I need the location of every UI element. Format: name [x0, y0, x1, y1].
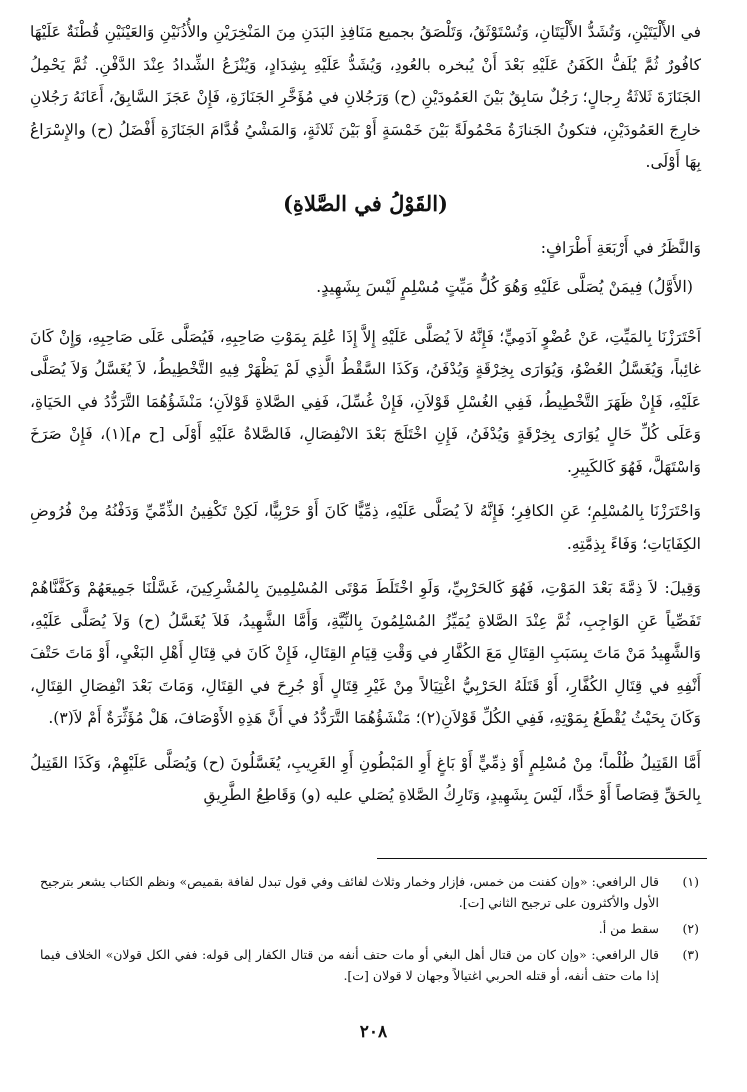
- subsection-first: (الأَوَّلُ) فِيمَنْ يُصَلَّى عَلَيْهِ وَهُوَ كُلُّ مَيِّتٍ مُسْلِمٍ لَيْسَ بِشَهِيدٍ.: [316, 276, 693, 296]
- footnote-text: قال الرافعي: «وإن كفنت من خمس، فإزار وخمار وثلاث لفائف وفي قول تبدل لفافة بقميص» ونظم الكتاب يشعر بترجيح الأول والأكثرون على ترجيح الثاني [ت].: [40, 874, 659, 910]
- paragraph-funeral-rites: في الأَلْيَتَيْنِ، وَتُشَدُّ الأَلْيَتَانِ، وَتُسْتَوْثَقُ، وَتَلْصَقُ بجميع مَنَافِذِ البَدَنِ مِنَ المَنْخِرَيْنِ والأُذُنَيْنِ وَالعَيْنَيْنِ قُطْنَةٌ عَلَيْهَا كافُورٌ ثُمَّ يُلَفُّ الكَفَنُ عَلَيْهِ بَعْدَ أَنْ يُبخره بالعُودِ، وَيُشَدُّ عَلَيْهِ بِشِدَادٍ، وَيُنْزَعُ الشِّدادُ عِنْدَ الدَّفْنِ. ثُمَّ يَحْمِلُ الجَنَازَةَ ثَلاثَةُ رِجالٍ؛ رَجُلٌ سَابِقٌ بَيْنَ العَمُودَيْنِ (ح) وَرَجُلانِ في مُؤَخَّرِ الجَنَازَةِ، فَإِنْ عَجَزَ السَّابِقُ، أَعَانَهُ رَجُلانِ خارِجَ العَمُودَيْنِ، فتكونُ الجَنازَةُ مَحْمُولَةً بَيْنَ خَمْسَةٍ أَوْ بَيْنَ ثَلاثَةٍ، وَالمَشْيُ قُدَّامَ الجَنَازَةِ أَفْضَلُ (ح) والإِسْرَاعُ بِهَا أَوْلَى.: [30, 23, 701, 171]
- footnote-item: [40, 871, 707, 913]
- section-heading: (القَوْلُ في الصَّلاةِ): [283, 190, 448, 216]
- paragraph-body-part: اَحْتَرَزْنَا بِالمَيِّتِ، عَنْ عُضْوٍ آدَمِيٍّ؛ فَإِنَّهُ لاَ يُصَلَّى عَلَيْهِ إِلاَّ إِذَا عُلِمَ بِمَوْتِ صَاحِبِهِ، فَيُصَلَّى عَلَى صَاحِبِهِ، وَإِنْ كَانَ غائِباً، وَيُغَسَّلُ العُضْوُ، وَيُوَارَى بِخِرْقَةٍ وَيُدْفَنُ، وَكَذَا السَّقْطُ الَّذِي لَمْ يَظْهَرْ فِيهِ التَّخْطِيطُ، لاَ يُغَسَّلُ وَلاَ يُصَلَّى عَلَيْهِ، فَإِنْ ظَهَرَ التَّخْطِيطُ، فَفِي الغُسْلِ قَوْلاَنِ، فَإِنْ غُسِّلَ، فَفِي الصَّلاةِ قَوْلاَنِ؛ مَنْشَؤُهُمَا التَّرَدُّدُ في الحَيَاةِ، وَعَلَى كُلِّ حَالٍ يُوَارَى بِخِرْقَةٍ وَيُدْفَنُ، فَإِنِ اخْتَلَجَ بَعْدَ الانْفِصَالِ، فَالصَّلاةُ عَلَيْهِ أَوْلَى [ح م](١)، فَإِنْ صَرَخَ وَاسْتَهَلَّ، فَهُوَ كَالكَبِيرِ.: [30, 327, 701, 476]
- page-number: ٢٠٨: [359, 1022, 388, 1042]
- paragraph-non-muslim: وَاحْتَرَزْنَا بِالمُسْلِمِ؛ عَنِ الكافِرِ؛ فَإِنَّهُ لاَ يُصَلَّى عَلَيْهِ، ذِمِّيًّا كَانَ أَوْ حَرْبِيًّا، لَكِنْ تَكْفِينُ الذِّمِّيِّ وَدَفْنُهُ مِنْ فُرُوضِ الكِفَايَاتِ؛ وَفَاءً بِذِمَّتِهِ.: [30, 502, 701, 553]
- paragraph-killed-unjustly: أَمَّا القَتِيلُ ظُلْماً؛ مِنْ مُسْلِمٍ أَوْ ذِمِّيٍّ أَوْ بَاغٍ أَوِ المَبْطُونِ أَوِ الغَرِيبِ، يُغَسَّلُونَ (ح) وَيُصَلَّى عَلَيْهِمْ، وَكَذَا القَتِيلُ بِالحَقِّ قِصَاصاً أَوْ حَدًّا، لَيْسَ بِشَهِيدٍ، وَتَارِكُ الصَّلاةِ يُصَلي عليه (و) وَقَاطِعُ الطَّرِيقِ: [30, 753, 701, 804]
- footnote-text: قال الرافعي: «وإن كان من قتال أهل البغي أو مات حتف أنفه من قتال الكفار إلى قوله: ففي الكل قولان» الخلاف فيما إذا مات حتف أنفه، أو قتله الحربي اغتيالاً وجهان لا قولان [ت].: [40, 947, 659, 983]
- footnote-number: (٢): [682, 921, 699, 936]
- paragraph-martyr: وَقِيلَ: لاَ ذِمَّةَ بَعْدَ المَوْتِ، فَهُوَ كَالحَرْبِيِّ، وَلَوِ اخْتَلَطَ مَوْتَى المُسْلِمِينَ بِالمُشْرِكِينَ، غَسَّلْنَا جَمِيعَهُمْ وَكَفَّنَّاهُمْ تَفَصِّياً عَنِ الوَاجِبِ، ثُمَّ عِنْدَ الصَّلاةِ يُمَيِّزُ المُسْلِمُونَ بِالنِّيَّةِ، وَأَمَّا الشَّهِيدُ، فَلاَ يُغَسَّلُ (ح) وَلاَ يُصَلَّى عَلَيْهِ، وَالشَّهِيدُ مَنْ مَاتَ بِسَبَبِ القِتَالِ مَعَ الكُفَّارِ في وَقْتِ قِيَامِ القِتَالِ، فَإِنْ كَانَ في قِتَالِ أَهْلِ البَغْيِ، أَوْ مَاتَ حَتْفَ أَنْفِهِ في قِتَالِ الكُفَّارِ، أَوْ قَتَلَهُ الحَرْبِيُّ اغْتِيَالاً مِنْ غَيْرِ قِتَالٍ أَوْ جُرِحَ في القِتَالِ، وَمَاتَ بَعْدَ انْفِصَالِ القِتَالِ، وَكَانَ بِحَيْثُ يُقْطَعُ بِمَوْتِهِ، فَفِي الكُلِّ قَوْلاَنِ(٢)؛ مَنْشَؤُهُمَا التَّرَدُّدُ في أَنَّ هَذِهِ الأَوْصَافَ، هَلْ مُؤَثِّرَةٌ أَمْ لاَ(٣).: [30, 579, 701, 727]
- footnote-item: [40, 944, 707, 986]
- footnotes-section: [40, 858, 707, 991]
- footnote-text: سقط من أ.: [598, 921, 659, 936]
- footnote-divider: [377, 858, 707, 859]
- footnote-item: [40, 918, 707, 939]
- footnote-number: (١): [682, 874, 699, 889]
- paragraph-intro: وَالنَّظَرُ في أَرْبَعَةِ أَطْرَافٍ:: [540, 238, 701, 257]
- footnote-number: (٣): [682, 947, 699, 962]
